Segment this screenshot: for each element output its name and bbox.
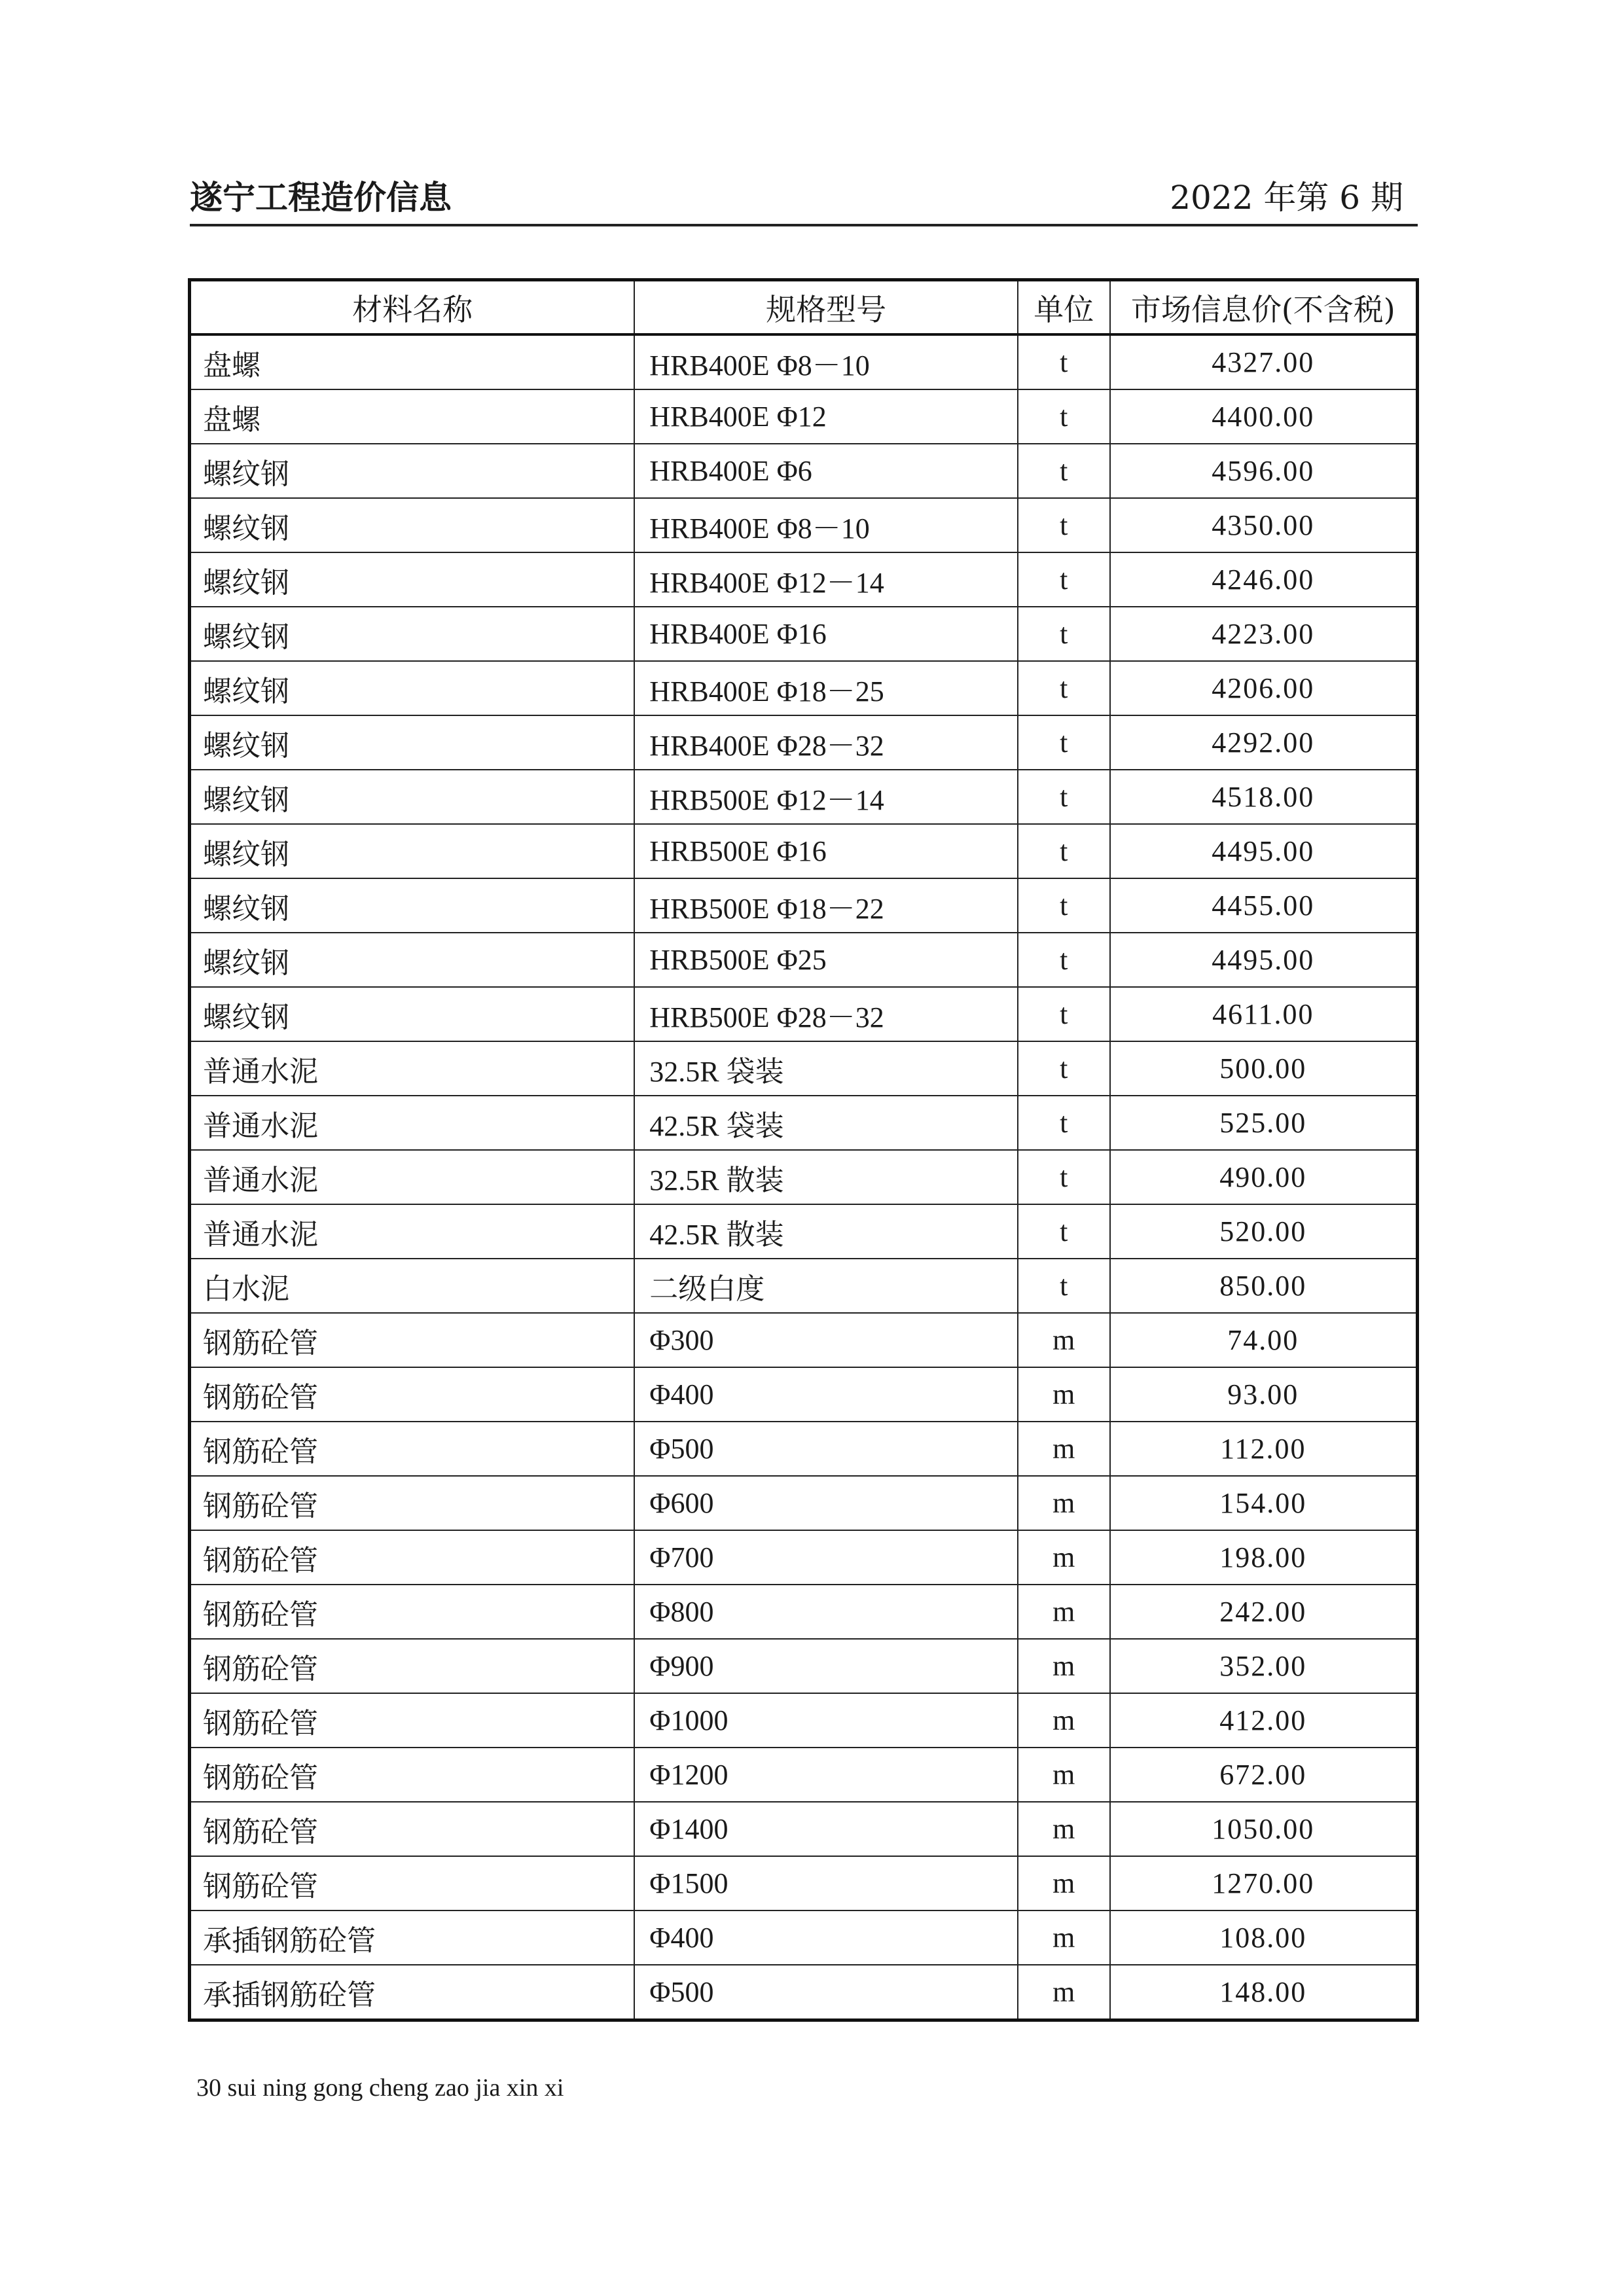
spec-cell: HRB400E Φ8－10 bbox=[634, 334, 1018, 389]
spec-cell: HRB500E Φ18－22 bbox=[634, 878, 1018, 933]
table-row bbox=[190, 1748, 1418, 1802]
table-row bbox=[190, 498, 1418, 552]
material-name-cell: 钢筋砼管 bbox=[190, 1693, 635, 1748]
spec-cell: Φ500 bbox=[634, 1965, 1018, 2020]
spec-cell: HRB400E Φ18－25 bbox=[634, 661, 1018, 715]
spec-cell: Φ1000 bbox=[634, 1693, 1018, 1748]
price-cell: 198.00 bbox=[1110, 1530, 1418, 1585]
spec-cell: Φ400 bbox=[634, 1367, 1018, 1422]
material-name-cell: 普通水泥 bbox=[190, 1150, 635, 1204]
spec-cell: 二级白度 bbox=[634, 1259, 1018, 1313]
table-header-row bbox=[190, 280, 1418, 335]
unit-cell: t bbox=[1018, 1259, 1110, 1313]
material-name-cell: 钢筋砼管 bbox=[190, 1802, 635, 1856]
unit-cell: m bbox=[1018, 1313, 1110, 1367]
price-cell: 672.00 bbox=[1110, 1748, 1418, 1802]
unit-cell: t bbox=[1018, 334, 1110, 389]
table-row bbox=[190, 824, 1418, 878]
table-row bbox=[190, 334, 1418, 389]
price-cell: 490.00 bbox=[1110, 1150, 1418, 1204]
unit-cell: m bbox=[1018, 1748, 1110, 1802]
material-name-cell: 钢筋砼管 bbox=[190, 1856, 635, 1910]
table-row bbox=[190, 1259, 1418, 1313]
unit-cell: t bbox=[1018, 552, 1110, 607]
price-cell: 154.00 bbox=[1110, 1476, 1418, 1530]
table-row bbox=[190, 1204, 1418, 1259]
price-cell: 4350.00 bbox=[1110, 498, 1418, 552]
spec-cell: Φ800 bbox=[634, 1585, 1018, 1639]
unit-cell: t bbox=[1018, 824, 1110, 878]
price-cell: 1050.00 bbox=[1110, 1802, 1418, 1856]
table-row bbox=[190, 1313, 1418, 1367]
unit-cell: m bbox=[1018, 1639, 1110, 1693]
table-row bbox=[190, 389, 1418, 444]
spec-cell: HRB400E Φ6 bbox=[634, 444, 1018, 498]
material-name-cell: 盘螺 bbox=[190, 334, 635, 389]
price-cell: 4206.00 bbox=[1110, 661, 1418, 715]
unit-cell: t bbox=[1018, 607, 1110, 661]
material-name-cell: 白水泥 bbox=[190, 1259, 635, 1313]
column-header-price: 市场信息价(不含税) bbox=[1110, 280, 1418, 335]
spec-cell: Φ1400 bbox=[634, 1802, 1018, 1856]
column-header-name: 材料名称 bbox=[190, 280, 635, 335]
spec-cell: HRB400E Φ16 bbox=[634, 607, 1018, 661]
table-row bbox=[190, 1422, 1418, 1476]
material-name-cell: 螺纹钢 bbox=[190, 444, 635, 498]
material-name-cell: 钢筋砼管 bbox=[190, 1476, 635, 1530]
unit-cell: m bbox=[1018, 1422, 1110, 1476]
price-cell: 850.00 bbox=[1110, 1259, 1418, 1313]
price-cell: 500.00 bbox=[1110, 1041, 1418, 1096]
unit-cell: t bbox=[1018, 770, 1110, 824]
price-cell: 4495.00 bbox=[1110, 933, 1418, 987]
material-name-cell: 钢筋砼管 bbox=[190, 1585, 635, 1639]
material-name-cell: 螺纹钢 bbox=[190, 770, 635, 824]
material-name-cell: 钢筋砼管 bbox=[190, 1530, 635, 1585]
material-name-cell: 盘螺 bbox=[190, 389, 635, 444]
table-row bbox=[190, 1639, 1418, 1693]
spec-cell: 42.5R 袋装 bbox=[634, 1096, 1018, 1150]
spec-cell: HRB500E Φ28－32 bbox=[634, 987, 1018, 1041]
unit-cell: t bbox=[1018, 498, 1110, 552]
spec-cell: Φ1200 bbox=[634, 1748, 1018, 1802]
spec-cell: Φ1500 bbox=[634, 1856, 1018, 1910]
material-name-cell: 螺纹钢 bbox=[190, 933, 635, 987]
unit-cell: m bbox=[1018, 1802, 1110, 1856]
unit-cell: m bbox=[1018, 1530, 1110, 1585]
price-cell: 412.00 bbox=[1110, 1693, 1418, 1748]
material-name-cell: 螺纹钢 bbox=[190, 987, 635, 1041]
material-name-cell: 普通水泥 bbox=[190, 1041, 635, 1096]
price-cell: 4495.00 bbox=[1110, 824, 1418, 878]
price-cell: 4596.00 bbox=[1110, 444, 1418, 498]
material-name-cell: 钢筋砼管 bbox=[190, 1748, 635, 1802]
spec-cell: Φ400 bbox=[634, 1910, 1018, 1965]
page-footer: 30 sui ning gong cheng zao jia xin xi bbox=[196, 2074, 564, 2102]
table-row bbox=[190, 1367, 1418, 1422]
unit-cell: t bbox=[1018, 1096, 1110, 1150]
unit-cell: t bbox=[1018, 1150, 1110, 1204]
unit-cell: m bbox=[1018, 1476, 1110, 1530]
unit-cell: m bbox=[1018, 1367, 1110, 1422]
table-row bbox=[190, 770, 1418, 824]
material-name-cell: 螺纹钢 bbox=[190, 824, 635, 878]
material-name-cell: 螺纹钢 bbox=[190, 715, 635, 770]
price-cell: 4611.00 bbox=[1110, 987, 1418, 1041]
material-name-cell: 螺纹钢 bbox=[190, 552, 635, 607]
spec-cell: Φ300 bbox=[634, 1313, 1018, 1367]
price-cell: 4400.00 bbox=[1110, 389, 1418, 444]
spec-cell: 42.5R 散装 bbox=[634, 1204, 1018, 1259]
column-header-unit: 单位 bbox=[1018, 280, 1110, 335]
material-name-cell: 承插钢筋砼管 bbox=[190, 1965, 635, 2020]
price-cell: 4327.00 bbox=[1110, 334, 1418, 389]
table-row bbox=[190, 1856, 1418, 1910]
price-table bbox=[188, 278, 1419, 2022]
price-cell: 74.00 bbox=[1110, 1313, 1418, 1367]
unit-cell: t bbox=[1018, 933, 1110, 987]
table-row bbox=[190, 933, 1418, 987]
material-name-cell: 普通水泥 bbox=[190, 1096, 635, 1150]
price-cell: 4246.00 bbox=[1110, 552, 1418, 607]
table-row bbox=[190, 878, 1418, 933]
spec-cell: Φ500 bbox=[634, 1422, 1018, 1476]
publication-title: 遂宁工程造价信息 bbox=[190, 178, 452, 217]
spec-cell: HRB500E Φ16 bbox=[634, 824, 1018, 878]
table-row bbox=[190, 1802, 1418, 1856]
spec-cell: HRB400E Φ12 bbox=[634, 389, 1018, 444]
unit-cell: m bbox=[1018, 1585, 1110, 1639]
price-cell: 108.00 bbox=[1110, 1910, 1418, 1965]
price-cell: 4223.00 bbox=[1110, 607, 1418, 661]
material-name-cell: 普通水泥 bbox=[190, 1204, 635, 1259]
table-row bbox=[190, 1910, 1418, 1965]
table-row bbox=[190, 607, 1418, 661]
material-name-cell: 钢筋砼管 bbox=[190, 1367, 635, 1422]
spec-cell: 32.5R 袋装 bbox=[634, 1041, 1018, 1096]
unit-cell: t bbox=[1018, 715, 1110, 770]
spec-cell: HRB500E Φ25 bbox=[634, 933, 1018, 987]
table-row bbox=[190, 1150, 1418, 1204]
spec-cell: Φ900 bbox=[634, 1639, 1018, 1693]
spec-cell: HRB400E Φ12－14 bbox=[634, 552, 1018, 607]
unit-cell: m bbox=[1018, 1856, 1110, 1910]
unit-cell: m bbox=[1018, 1965, 1110, 2020]
price-cell: 112.00 bbox=[1110, 1422, 1418, 1476]
unit-cell: t bbox=[1018, 444, 1110, 498]
price-cell: 4518.00 bbox=[1110, 770, 1418, 824]
unit-cell: t bbox=[1018, 389, 1110, 444]
unit-cell: m bbox=[1018, 1693, 1110, 1748]
price-cell: 148.00 bbox=[1110, 1965, 1418, 2020]
material-name-cell: 钢筋砼管 bbox=[190, 1313, 635, 1367]
material-name-cell: 螺纹钢 bbox=[190, 498, 635, 552]
column-header-spec: 规格型号 bbox=[634, 280, 1018, 335]
table-row bbox=[190, 1693, 1418, 1748]
material-name-cell: 钢筋砼管 bbox=[190, 1422, 635, 1476]
price-cell: 93.00 bbox=[1110, 1367, 1418, 1422]
unit-cell: t bbox=[1018, 1041, 1110, 1096]
price-cell: 242.00 bbox=[1110, 1585, 1418, 1639]
unit-cell: t bbox=[1018, 987, 1110, 1041]
table-row bbox=[190, 661, 1418, 715]
spec-cell: Φ700 bbox=[634, 1530, 1018, 1585]
price-cell: 525.00 bbox=[1110, 1096, 1418, 1150]
unit-cell: m bbox=[1018, 1910, 1110, 1965]
table-row bbox=[190, 1096, 1418, 1150]
table-row bbox=[190, 552, 1418, 607]
table-row bbox=[190, 1965, 1418, 2020]
material-name-cell: 螺纹钢 bbox=[190, 878, 635, 933]
table-row bbox=[190, 444, 1418, 498]
issue-label: 2022 年第 6 期 bbox=[1170, 179, 1403, 217]
spec-cell: HRB400E Φ8－10 bbox=[634, 498, 1018, 552]
spec-cell: 32.5R 散装 bbox=[634, 1150, 1018, 1204]
unit-cell: t bbox=[1018, 661, 1110, 715]
material-name-cell: 螺纹钢 bbox=[190, 661, 635, 715]
price-cell: 4455.00 bbox=[1110, 878, 1418, 933]
table-row bbox=[190, 1530, 1418, 1585]
table-row bbox=[190, 715, 1418, 770]
price-cell: 1270.00 bbox=[1110, 1856, 1418, 1910]
price-cell: 352.00 bbox=[1110, 1639, 1418, 1693]
header-divider bbox=[190, 224, 1418, 226]
table-row bbox=[190, 987, 1418, 1041]
table-row bbox=[190, 1041, 1418, 1096]
price-cell: 4292.00 bbox=[1110, 715, 1418, 770]
table-row bbox=[190, 1585, 1418, 1639]
material-name-cell: 钢筋砼管 bbox=[190, 1639, 635, 1693]
table-row bbox=[190, 1476, 1418, 1530]
spec-cell: HRB500E Φ12－14 bbox=[634, 770, 1018, 824]
material-name-cell: 螺纹钢 bbox=[190, 607, 635, 661]
unit-cell: t bbox=[1018, 1204, 1110, 1259]
price-cell: 520.00 bbox=[1110, 1204, 1418, 1259]
spec-cell: HRB400E Φ28－32 bbox=[634, 715, 1018, 770]
material-name-cell: 承插钢筋砼管 bbox=[190, 1910, 635, 1965]
unit-cell: t bbox=[1018, 878, 1110, 933]
spec-cell: Φ600 bbox=[634, 1476, 1018, 1530]
